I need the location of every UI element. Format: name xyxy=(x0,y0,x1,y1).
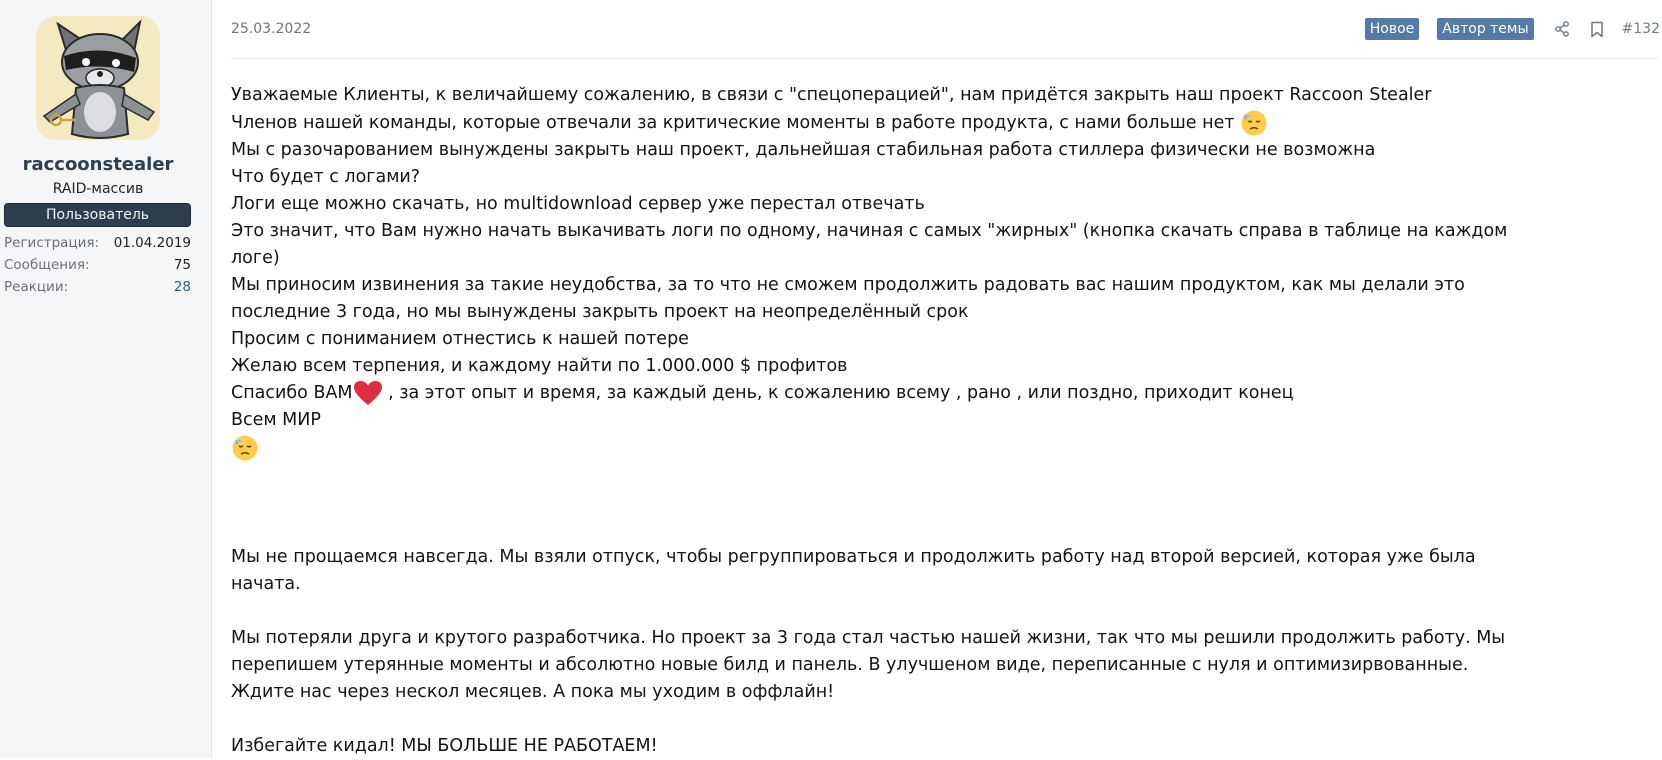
post xyxy=(212,0,1662,758)
stat-label: Реакции: xyxy=(4,279,69,295)
post-line: Мы с разочарованием вынуждены закрыть наш проект, дальнейшая стабильная работа стиллера физически не возможна xyxy=(231,140,1376,160)
downcast-sweat-emoji-icon xyxy=(1240,109,1268,137)
post-line xyxy=(231,434,1541,462)
stat-reactions-link[interactable]: 28 xyxy=(173,279,191,295)
post-line: Что будет с логами? xyxy=(231,167,421,187)
avatar[interactable] xyxy=(36,16,160,140)
spacer xyxy=(231,598,1541,625)
user-banner: Пользователь xyxy=(4,203,191,227)
post-line: Избегайте кидал! МЫ БОЛЬШЕ НЕ РАБОТАЕМ! xyxy=(231,736,658,756)
post-line xyxy=(231,380,1541,407)
post-line: Это значит, что Вам нужно начать выкачивать логи по одному, начиная с самых "жирных" (кнопка скачать справа в таблице на каждом логе) xyxy=(231,221,1508,268)
post-line xyxy=(231,109,1541,137)
post-line: Желаю всем терпения, и каждому найти по 1.000.000 $ профитов xyxy=(231,356,848,376)
thanks-text-end: , за этот опыт и время, за каждый день, к сожалению всему , рано , или поздно, приходит конец xyxy=(382,383,1294,403)
post-line: Всем МИР xyxy=(231,410,321,430)
post-body xyxy=(231,82,1541,760)
post-line: Ждите нас через нескол месяцев. А пока мы уходим в оффлайн! xyxy=(231,682,835,702)
header-divider xyxy=(231,58,1658,59)
stat-messages xyxy=(4,257,191,277)
stat-value: 01.04.2019 xyxy=(113,235,191,251)
stat-value: 75 xyxy=(173,257,191,273)
bookmark-icon xyxy=(1590,21,1604,38)
post-date[interactable]: 25.03.2022 xyxy=(231,21,312,37)
stat-registration xyxy=(4,235,191,255)
post-line: Мы не прощаемся навсегда. Мы взяли отпуск, чтобы регруппироваться и продолжить работу над второй версией, которая уже была начата. xyxy=(231,547,1476,594)
thanks-text: Спасибо ВАМ xyxy=(231,383,353,403)
share-button[interactable] xyxy=(1552,19,1572,39)
post-number-link[interactable]: #132 xyxy=(1621,21,1660,37)
post-line: Логи еще можно скачать, но multidownload сервер уже перестал отвечать xyxy=(231,194,925,214)
stat-reactions xyxy=(4,279,191,299)
red-heart-emoji-icon xyxy=(353,380,383,406)
stat-label: Регистрация: xyxy=(4,235,100,251)
bookmark-button[interactable] xyxy=(1587,19,1607,39)
spacer xyxy=(231,462,1541,544)
user-sidebar xyxy=(0,0,212,758)
user-title: RAID-массив xyxy=(52,181,144,197)
share-icon xyxy=(1554,21,1570,37)
downcast-sweat-emoji-icon xyxy=(231,434,259,462)
username[interactable]: raccoonstealer xyxy=(22,154,174,175)
post-line: Мы приносим извинения за такие неудобства, за то что не сможем продолжить радовать вас нашим продуктом, как мы делали это последние 3 года, но мы вынуждены закрыть проект на неопределённый срок xyxy=(231,275,1465,322)
post-actions xyxy=(1365,17,1660,41)
thread-author-badge: Автор темы xyxy=(1437,18,1533,40)
new-badge: Новое xyxy=(1365,18,1420,40)
raccoon-avatar-icon xyxy=(36,16,160,140)
post-line: Мы потеряли друга и крутого разработчика. Но проект за 3 года стал частью нашей жизни, так что мы решили продолжить работу. Мы перепишем утерянные моменты и абсолютно новые билд и панель. В улучшеном виде, переписанные с нуля и оптимизирвованные. xyxy=(231,628,1506,675)
stat-label: Сообщения: xyxy=(4,257,90,273)
post-line-text: Членов нашей команды, которые отвечали за критические моменты в работе продукта, с нами больше нет xyxy=(231,113,1235,133)
post-line: Уважаемые Клиенты, к величайшему сожалению, в связи с "спецоперацией", нам придётся закрыть наш проект Raccoon Stealer xyxy=(231,85,1432,105)
spacer xyxy=(231,706,1541,733)
post-line: Просим с пониманием отнестись к нашей потере xyxy=(231,329,689,349)
